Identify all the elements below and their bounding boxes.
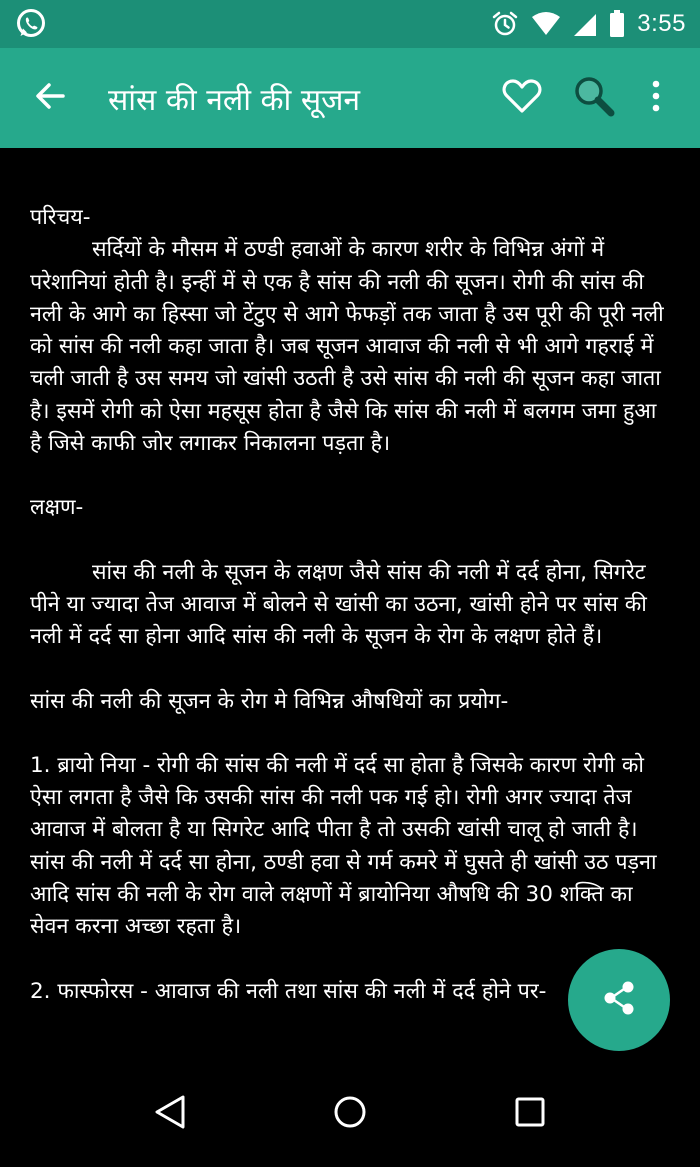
back-button[interactable] — [0, 48, 100, 148]
whatsapp-icon — [14, 7, 48, 41]
remedy-item-1: 1. ब्रायो निया - रोगी की सांस की नली में दर्द सा होता है जिसके कारण रोगी को ऐसा लगता है जैसे कि उसकी सांस की नली पक गई हो। रोगी अगर ज्यादा तेज आवाज में बोलता है या सिगरेट आदि पीता है तो उसकी खांसी चालू हो जाती है। सांस की नली में दर्द सा होना, ठण्डी हवा से गर्म कमरे में घुसते ही खांसी उठ पड़ना आदि सांस की नली के रोग वाले लक्षणों में ब्रायोनिया औषधि की 30 शक्ति का सेवन करना अच्छा रहता है। — [30, 752, 657, 940]
share-icon — [599, 978, 639, 1022]
back-triangle-icon — [152, 1093, 188, 1135]
favorite-button[interactable] — [486, 62, 558, 134]
remedy-item-2: 2. फास्फोरस - आवाज की नली तथा सांस की नली में दर्द होने पर- — [30, 978, 547, 1004]
more-options-button[interactable] — [630, 62, 682, 134]
share-button[interactable] — [568, 949, 670, 1051]
nav-recents-button[interactable] — [485, 1069, 575, 1159]
intro-paragraph: सर्दियों के मौसम में ठण्डी हवाओं के कारण शरीर के विभिन्न अंगों में परेशानियां होती है। इन्हीं में से एक है सांस की नली की सूजन। रोगी की सांस की नली के आगे का हिस्सा जो टेंटुए से आगे फेफड़ों तक जाता है उस पूरी की पूरी नली को सांस की नली कहा जाता है। जब सूजन आवाज की नली से भी आगे गहराई में चली जाती है उस समय जो खांसी उठती है उसे सांस की नली की सूजन कहा जाता है। इसमें रोगी को ऐसा महसूस होता है जैसे कि सांस की नली में बलगम जमा हुआ है जिसे काफी जोर लगाकर निकालना पड़ता है। — [30, 237, 664, 457]
alarm-icon — [491, 10, 519, 38]
favorite-heart-icon — [502, 78, 542, 118]
navigation-bar — [0, 1060, 700, 1167]
back-arrow-icon — [33, 79, 67, 117]
intro-heading: परिचय- — [30, 205, 91, 230]
app-bar — [0, 48, 700, 148]
signal-icon — [573, 11, 597, 37]
more-vert-icon — [651, 80, 661, 116]
symptoms-paragraph: सांस की नली के सूजन के लक्षण जैसे सांस की नली में दर्द होना, सिगरेट पीने या ज्यादा तेज आवाज में बोलने से खांसी का उठना, खांसी होने पर सांस की नली में दर्द सा होना आदि सांस की नली के सूजन के रोग के लक्षण होते हैं। — [30, 559, 647, 650]
wifi-icon — [531, 11, 561, 37]
nav-home-button[interactable] — [305, 1069, 395, 1159]
battery-icon — [609, 10, 625, 38]
symptoms-heading: लक्षण- — [30, 495, 84, 521]
recents-square-icon — [514, 1096, 546, 1132]
search-button[interactable] — [558, 62, 630, 134]
search-icon — [571, 73, 617, 123]
status-bar — [0, 0, 700, 48]
nav-back-button[interactable] — [125, 1069, 215, 1159]
home-circle-icon — [332, 1094, 368, 1134]
remedies-heading: सांस की नली की सूजन के रोग मे विभिन्न औषधियों का प्रयोग- — [30, 688, 509, 714]
page-title: सांस की नली की सूजन — [108, 82, 361, 118]
article-content[interactable] — [0, 148, 700, 1060]
clock-time: 3:55 — [637, 10, 686, 37]
